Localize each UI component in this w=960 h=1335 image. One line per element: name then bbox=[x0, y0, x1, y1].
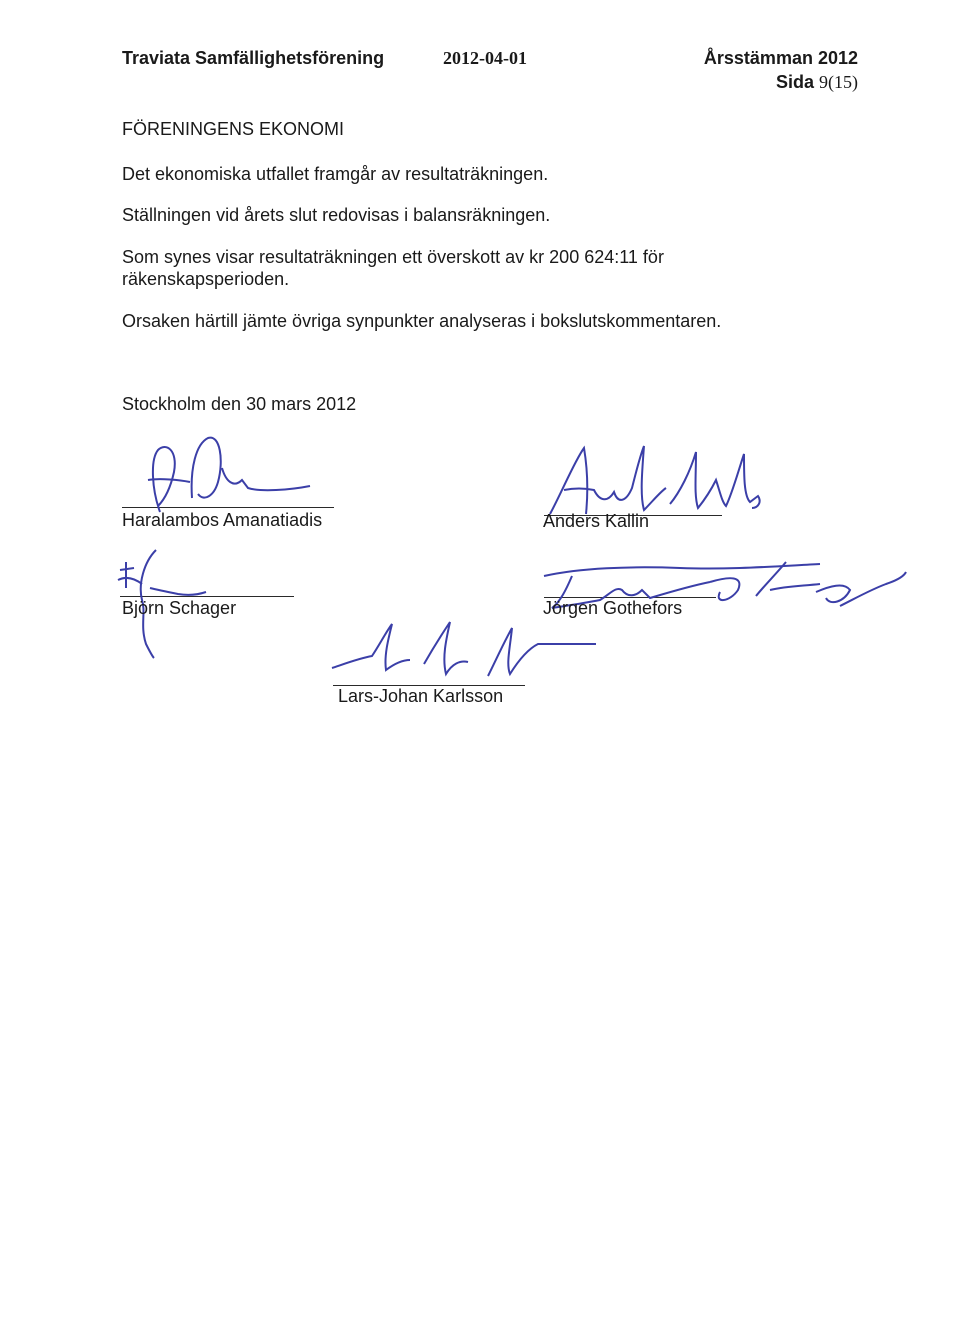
section-title: FÖRENINGENS EKONOMI bbox=[122, 119, 345, 139]
signature-5-icon bbox=[320, 604, 620, 688]
organization-name: Traviata Samfällighetsförening bbox=[122, 48, 385, 68]
paragraph-4: Orsaken härtill jämte övriga synpunkter analyseras i bokslutskommentaren. bbox=[122, 311, 722, 331]
signatory-name-1: Haralambos Amanatiadis bbox=[122, 510, 323, 530]
page-label: Sida bbox=[775, 72, 814, 92]
signature-1-icon bbox=[130, 420, 330, 520]
signatory-name-5: Lars-Johan Karlsson bbox=[338, 686, 504, 706]
signatory-name-4: Jörgen Gothefors bbox=[543, 598, 683, 618]
paragraph-1: Det ekonomiska utfallet framgår av resultaträkningen. bbox=[122, 164, 549, 184]
page-number: 9(15) bbox=[819, 72, 858, 92]
signatory-name-2: Anders Kallin bbox=[543, 511, 650, 531]
place-date: Stockholm den 30 mars 2012 bbox=[122, 394, 357, 414]
paragraph-2: Ställningen vid årets slut redovisas i balansräkningen. bbox=[122, 205, 551, 225]
signatory-name-3: Björn Schager bbox=[122, 598, 237, 618]
meeting-title: Årsstämman 2012 bbox=[703, 48, 858, 68]
document-date: 2012-04-01 bbox=[443, 48, 527, 68]
paragraph-3: Som synes visar resultaträkningen ett överskott av kr 200 624:11 för räkenskapsperioden. bbox=[122, 247, 664, 289]
signature-2-icon bbox=[540, 432, 770, 522]
page-indicator bbox=[776, 72, 858, 93]
